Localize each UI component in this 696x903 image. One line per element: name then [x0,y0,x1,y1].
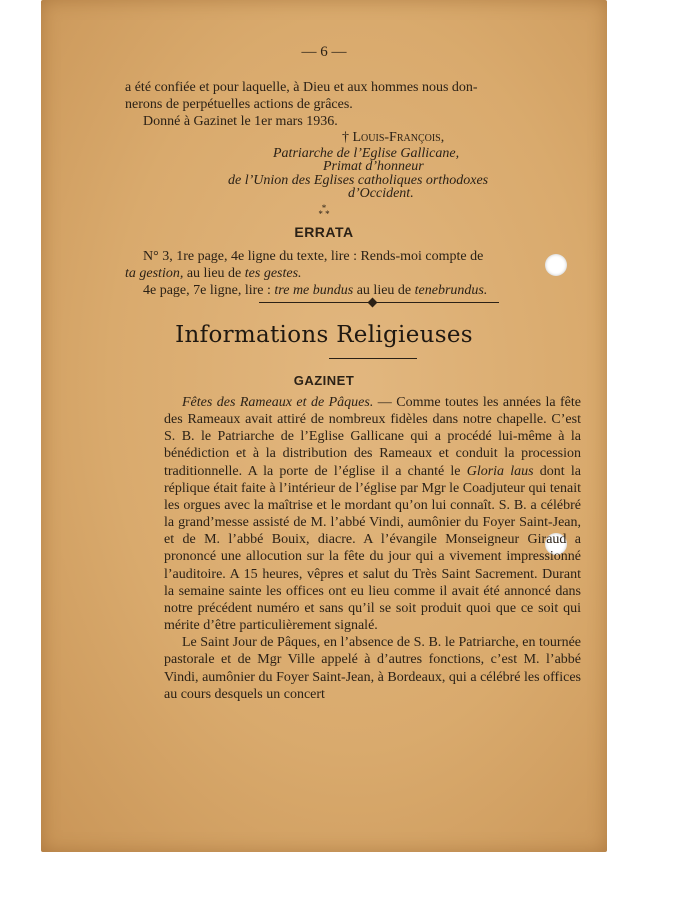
article-paragraph-1 [164,394,581,634]
signature-title-3: de l’Union des Eglises catholiques orthodoxes [228,173,489,188]
intro-line-2: nerons de perpétuelles actions de grâces. [125,97,353,112]
ornament-asterism: * * * [318,203,330,219]
errata-joiner: au lieu de [183,266,245,281]
title-underline [329,358,417,359]
signature-title-4: d’Occident. [348,186,414,201]
intro-line-1: a été confiée et pour laquelle, à Dieu et aux hommes nous don- [125,80,478,95]
errata-line-1: N° 3, 1re page, 4e ligne du texte, lire : Rends-moi compte de [143,249,484,264]
errata-joiner-2: au lieu de [353,283,415,298]
paragraph-1-text-b: dont la réplique était faite à l’intérieur de l’église par Mgr le Coadjuteur qui tenait les orgues avec la maîtrise et le mordant qu’on lui connaît. S. B. a célébré la grand’messe assisté de M. l’abbé Vindi, aumônier du Foyer Saint-Jean, et de M. l’abbé Bouix, diacre. A l’évangile Monseigneur Giraud a prononcé une allocution sur la fête du jour qui a vivement impressionné l’auditoire. A 15 heures, vêpres et salut du Très Saint Sacrement. Durant la semaine sainte les offices ont eu lieu comme il avait été annoncé dans notre précédent numéro et sans qu’il se soit produit quoi que ce soit qui mérite d’être particulièrement signalé. [164,463,582,634]
errata-line-3 [143,282,599,299]
article-paragraph-2: Le Saint Jour de Pâques, en l’absence de S. B. le Patriarche, en tournée pastorale et de Mgr Ville appelé à d’autres fonctions, c’est M. l’abbé Vindi, aumônier du Foyer Saint-Jean, à Bordeaux, qui a célébré les offices au cours desquels un concert [164,635,581,702]
errata-correct-2: tre me bundus [274,283,354,298]
paragraph-lead: Fêtes des Rameaux et de Pâques. [182,395,374,410]
errata-wrong: tes gestes. [244,266,302,281]
section-subtitle: GAZINET [293,373,355,388]
dated-line: Donné à Gazinet le 1er mars 1936. [143,114,338,129]
errata-correct: ta gestion, [125,266,184,281]
signature-title-1: Patriarche de l’Eglise Gallicane, [273,146,460,161]
article-body [164,394,581,703]
gloria-laus: Gloria laus [466,463,534,479]
page-number: — 6 — [301,44,347,60]
section-title: Informations Religieuses [175,322,473,348]
errata-heading: ERRATA [294,224,354,240]
paragraph-1-text-a: — Comme toutes les années la fête des Rameaux avait attiré de nombreux fidèles dans notre chapelle. C’est S. B. le Patriarche de l’Eglise Gallicane qui a procédé lui-même à la bénédiction et à la distribution des Rameaux et conduit la procession traditionnelle. A la porte de l’église il a chanté le [164,395,582,479]
separator-rule [259,302,499,303]
signature-name: † Louis-François, [342,130,445,145]
document-page [41,0,607,852]
errata-wrong-2: tenebrundus. [414,283,488,298]
errata-line-2 [125,265,581,282]
signature-title-2: Primat d’honneur [323,159,424,174]
errata-line-3-lead: 4e page, 7e ligne, lire : [143,283,275,298]
